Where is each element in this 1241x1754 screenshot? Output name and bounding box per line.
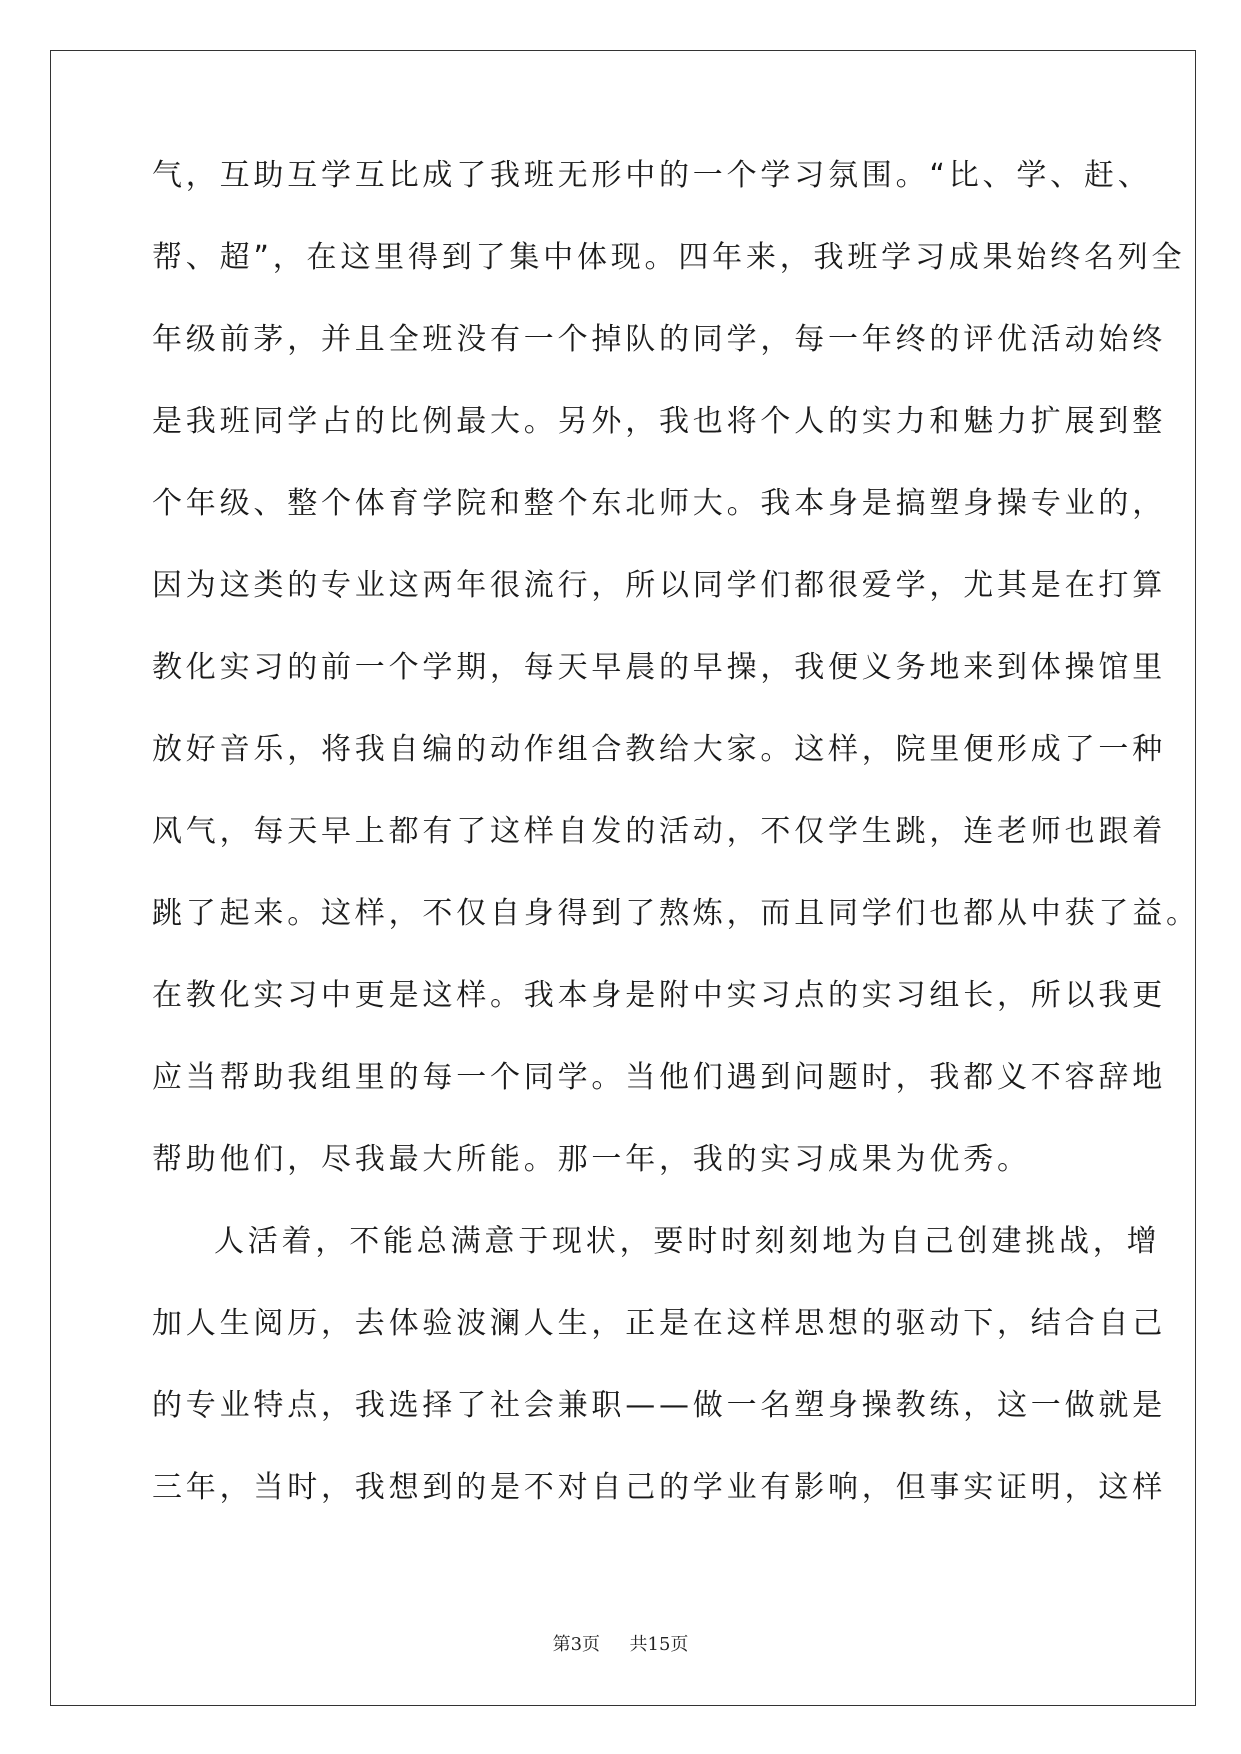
text-line: 在教化实习中更是这样。我本身是附中实习点的实习组长，所以我更 — [152, 978, 1166, 1013]
page-number: 第3页 — [552, 1634, 601, 1655]
text-line: 三年，当时，我想到的是不对自己的学业有影响，但事实证明，这样 — [152, 1470, 1166, 1505]
document-body — [152, 152, 1200, 1546]
text-line: 是我班同学占的比例最大。另外，我也将个人的实力和魅力扩展到整 — [152, 404, 1166, 439]
text-line: 教化实习的前一个学期，每天早晨的早操，我便义务地来到体操馆里 — [152, 650, 1166, 685]
text-line: 因为这类的专业这两年很流行，所以同学们都很爱学，尤其是在打算 — [152, 568, 1166, 603]
text-line: 跳了起来。这样，不仅自身得到了熬炼，而且同学们也都从中获了益。 — [152, 896, 1200, 931]
page-total: 共15页 — [629, 1634, 689, 1655]
text-line: 帮、超”，在这里得到了集中体现。四年来，我班学习成果始终名列全 — [152, 240, 1186, 275]
text-line: 个年级、整个体育学院和整个东北师大。我本身是搞塑身操专业的， — [152, 486, 1166, 521]
text-line-indented: 人活着，不能总满意于现状，要时时刻刻地为自己创建挑战，增 — [214, 1224, 1161, 1259]
text-line: 年级前茅，并且全班没有一个掉队的同学，每一年终的评优活动始终 — [152, 322, 1166, 357]
text-line: 风气，每天早上都有了这样自发的活动，不仅学生跳，连老师也跟着 — [152, 814, 1166, 849]
text-line: 加人生阅历，去体验波澜人生，正是在这样思想的驱动下，结合自己 — [152, 1306, 1166, 1341]
text-line: 应当帮助我组里的每一个同学。当他们遇到问题时，我都义不容辞地 — [152, 1060, 1166, 1095]
text-line: 放好音乐，将我自编的动作组合教给大家。这样，院里便形成了一种 — [152, 732, 1166, 767]
text-line: 帮助他们，尽我最大所能。那一年，我的实习成果为优秀。 — [152, 1142, 1031, 1177]
text-line: 气，互助互学互比成了我班无形中的一个学习氛围。“比、学、赶、 — [152, 158, 1152, 193]
page-footer — [0, 1630, 1241, 1656]
text-line: 的专业特点，我选择了社会兼职——做一名塑身操教练，这一做就是 — [152, 1388, 1166, 1423]
